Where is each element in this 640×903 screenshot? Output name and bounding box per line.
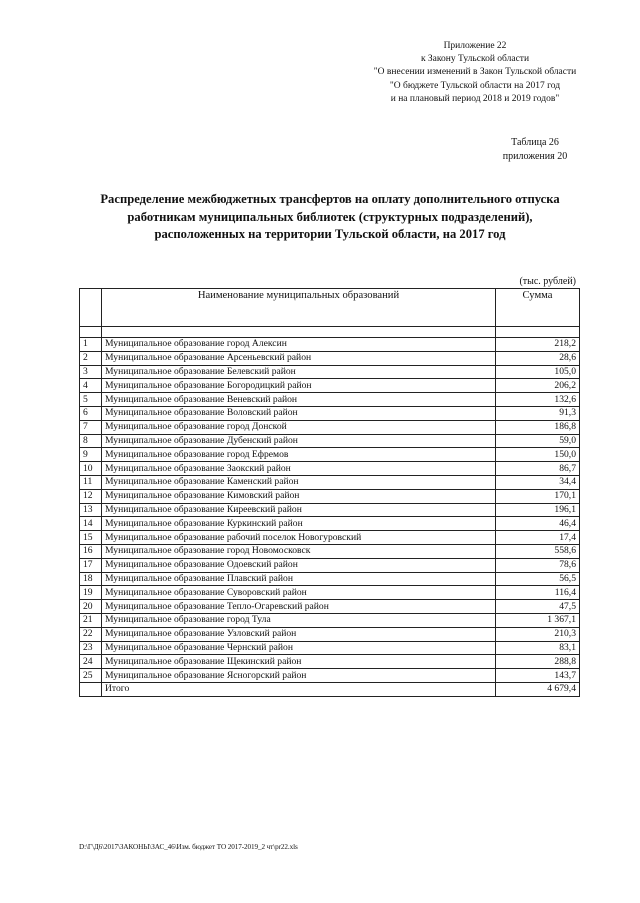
municipality-name: Муниципальное образование Плавский район xyxy=(102,572,496,586)
amount-value: 132,6 xyxy=(496,393,580,407)
table-row xyxy=(80,406,580,420)
amount-value: 17,4 xyxy=(496,531,580,545)
table-ref-line-2: приложения 20 xyxy=(502,150,568,162)
table-row xyxy=(80,641,580,655)
table-row xyxy=(80,613,580,627)
table-reference xyxy=(470,136,600,163)
row-number: 3 xyxy=(80,365,102,379)
amount-value: 170,1 xyxy=(496,489,580,503)
table-body xyxy=(80,289,580,697)
row-number: 16 xyxy=(80,544,102,558)
table-row xyxy=(80,393,580,407)
municipality-name: Муниципальное образование Щекинский район xyxy=(102,655,496,669)
table-row xyxy=(80,558,580,572)
row-number: 13 xyxy=(80,503,102,517)
row-number: 7 xyxy=(80,420,102,434)
municipality-name: Муниципальное образование Богородицкий район xyxy=(102,379,496,393)
table-row xyxy=(80,627,580,641)
amount-value: 28,6 xyxy=(496,351,580,365)
spacer-cell xyxy=(80,327,102,338)
row-number: 25 xyxy=(80,669,102,683)
title-line-2: работникам муниципальных библиотек (структурных подразделений), xyxy=(127,209,533,224)
row-number: 17 xyxy=(80,558,102,572)
appendix-line-1: Приложение 22 xyxy=(443,41,507,51)
row-number: 1 xyxy=(80,338,102,352)
amount-value: 210,3 xyxy=(496,627,580,641)
total-amount: 4 679,4 xyxy=(496,682,580,696)
municipality-name: Муниципальное образование Тепло-Огаревский район xyxy=(102,600,496,614)
appendix-line-2: к Закону Тульской области xyxy=(420,54,530,65)
table-row xyxy=(80,586,580,600)
amount-value: 218,2 xyxy=(496,338,580,352)
table-row xyxy=(80,655,580,669)
row-number: 6 xyxy=(80,406,102,420)
amount-value: 78,6 xyxy=(496,558,580,572)
amount-value: 47,5 xyxy=(496,600,580,614)
table-row xyxy=(80,517,580,531)
amount-value: 150,0 xyxy=(496,448,580,462)
row-number: 8 xyxy=(80,434,102,448)
row-number: 9 xyxy=(80,448,102,462)
municipality-name: Муниципальное образование Заокский район xyxy=(102,462,496,476)
row-number: 24 xyxy=(80,655,102,669)
amount-value: 116,4 xyxy=(496,586,580,600)
table-row xyxy=(80,669,580,683)
municipality-name: Муниципальное образование рабочий поселок Новогуровский xyxy=(102,531,496,545)
amount-value: 91,3 xyxy=(496,406,580,420)
table-row xyxy=(80,489,580,503)
row-number: 21 xyxy=(80,613,102,627)
row-number: 4 xyxy=(80,379,102,393)
table-row xyxy=(80,379,580,393)
municipality-name: Муниципальное образование Суворовский район xyxy=(102,586,496,600)
row-number: 23 xyxy=(80,641,102,655)
table-row xyxy=(80,420,580,434)
title-line-3: расположенных на территории Тульской области, на 2017 год xyxy=(154,227,506,241)
amount-value: 196,1 xyxy=(496,503,580,517)
table-header-row xyxy=(80,289,580,327)
amount-value: 83,1 xyxy=(496,641,580,655)
row-number: 5 xyxy=(80,393,102,407)
municipality-name: Муниципальное образование город Новомосковск xyxy=(102,544,496,558)
table-row xyxy=(80,531,580,545)
municipality-name: Муниципальное образование Кимовский район xyxy=(102,489,496,503)
amount-value: 1 367,1 xyxy=(496,613,580,627)
table-row xyxy=(80,600,580,614)
row-number: 12 xyxy=(80,489,102,503)
units-label: (тыс. рублей) xyxy=(519,276,576,287)
table-row xyxy=(80,544,580,558)
footer-file-path: D:\Г\Д6\2017\ЗАКОНЫ\ЗАС_46\Изм. бюджет ТО 2017-2019_2 чт\pr22.xls xyxy=(79,843,298,851)
spacer-cell xyxy=(102,327,496,338)
amount-value: 206,2 xyxy=(496,379,580,393)
header-name-cell: Наименование муниципальных образований xyxy=(102,289,496,327)
table-row xyxy=(80,503,580,517)
municipality-name: Муниципальное образование город Алексин xyxy=(102,338,496,352)
total-label: Итого xyxy=(102,682,496,696)
municipality-name: Муниципальное образование Дубенский район xyxy=(102,434,496,448)
row-number: 11 xyxy=(80,475,102,489)
amount-value: 288,8 xyxy=(496,655,580,669)
appendix-line-3: "О внесении изменений в Закон Тульской области xyxy=(373,67,577,78)
municipality-name: Муниципальное образование Веневский район xyxy=(102,393,496,407)
municipality-name: Муниципальное образование город Донской xyxy=(102,420,496,434)
municipality-name: Муниципальное образование город Тула xyxy=(102,613,496,627)
municipality-name: Муниципальное образование Каменский район xyxy=(102,475,496,489)
municipality-name: Муниципальное образование Киреевский район xyxy=(102,503,496,517)
municipality-name: Муниципальное образование Куркинский район xyxy=(102,517,496,531)
row-number: 15 xyxy=(80,531,102,545)
municipality-name: Муниципальное образование Ясногорский район xyxy=(102,669,496,683)
header-sum-cell: Сумма xyxy=(496,289,580,327)
municipality-name: Муниципальное образование Воловский район xyxy=(102,406,496,420)
municipality-name: Муниципальное образование Арсеньевский район xyxy=(102,351,496,365)
row-number: 18 xyxy=(80,572,102,586)
municipality-name: Муниципальное образование город Ефремов xyxy=(102,448,496,462)
table-row xyxy=(80,475,580,489)
municipality-name: Муниципальное образование Одоевский район xyxy=(102,558,496,572)
amount-value: 186,8 xyxy=(496,420,580,434)
municipality-name: Муниципальное образование Чернский район xyxy=(102,641,496,655)
row-number: 20 xyxy=(80,600,102,614)
municipality-name: Муниципальное образование Белевский район xyxy=(102,365,496,379)
appendix-header xyxy=(330,40,620,106)
table-row xyxy=(80,434,580,448)
total-number-cell xyxy=(80,682,102,696)
amount-value: 105,0 xyxy=(496,365,580,379)
table-row xyxy=(80,351,580,365)
amount-value: 558,6 xyxy=(496,544,580,558)
header-number-cell xyxy=(80,289,102,327)
municipality-name: Муниципальное образование Узловский район xyxy=(102,627,496,641)
title-line-1: Распределение межбюджетных трансфертов на оплату дополнительного отпуска xyxy=(100,192,560,206)
amount-value: 34,4 xyxy=(496,475,580,489)
row-number: 10 xyxy=(80,462,102,476)
row-number: 14 xyxy=(80,517,102,531)
appendix-line-4: "О бюджете Тульской области на 2017 год xyxy=(389,80,561,91)
table-row xyxy=(80,338,580,352)
spacer-cell xyxy=(496,327,580,338)
transfers-table xyxy=(79,288,580,697)
row-number: 2 xyxy=(80,351,102,365)
amount-value: 46,4 xyxy=(496,517,580,531)
document-title xyxy=(80,191,580,244)
table-row xyxy=(80,448,580,462)
table-spacer-row xyxy=(80,327,580,338)
table-ref-line-1: Таблица 26 xyxy=(511,137,559,148)
row-number: 19 xyxy=(80,586,102,600)
total-row xyxy=(80,682,580,696)
amount-value: 56,5 xyxy=(496,572,580,586)
amount-value: 143,7 xyxy=(496,669,580,683)
amount-value: 59,0 xyxy=(496,434,580,448)
amount-value: 86,7 xyxy=(496,462,580,476)
table-row xyxy=(80,572,580,586)
table-row xyxy=(80,365,580,379)
table-row xyxy=(80,462,580,476)
appendix-line-5: и на плановый период 2018 и 2019 годов" xyxy=(390,93,560,104)
row-number: 22 xyxy=(80,627,102,641)
